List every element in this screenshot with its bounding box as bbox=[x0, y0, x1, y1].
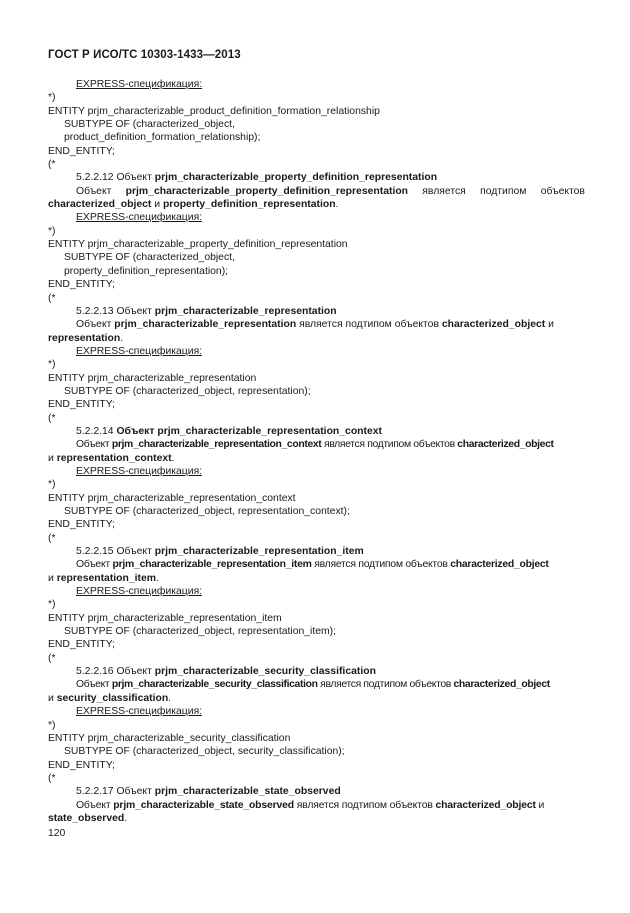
subtype-clause: SUBTYPE OF (characterized_object, representation_item); bbox=[64, 626, 337, 638]
comment-close: *) bbox=[48, 479, 56, 491]
subtype-clause: property_definition_representation); bbox=[64, 265, 229, 277]
end-entity: END_ENTITY; bbox=[48, 279, 115, 291]
section-paragraph: Объект prjm_characterizable_property_definition_representation является подтипом объектов bbox=[76, 185, 585, 197]
section-paragraph: state_observed. bbox=[48, 812, 128, 824]
section-heading: 5.2.2.15 Объект prjm_characterizable_representation_item bbox=[76, 546, 364, 558]
document-header: ГОСТ Р ИСО/ТС 10303-1433—2013 bbox=[48, 49, 241, 61]
express-label: EXPRESS-спецификация: bbox=[76, 345, 203, 357]
subtype-clause: SUBTYPE OF (characterized_object, representation_context); bbox=[64, 506, 350, 517]
express-label: EXPRESS-спецификация: bbox=[76, 706, 203, 718]
section-paragraph: Объект prjm_characterizable_security_classification является подтипом объектов characterized_object bbox=[76, 679, 550, 691]
entity-declaration: ENTITY prjm_characterizable_security_classification bbox=[48, 732, 291, 744]
section-paragraph: characterized_object и property_definition_representation. bbox=[48, 199, 339, 211]
comment-open: (* bbox=[48, 532, 56, 544]
section-paragraph: Объект prjm_characterizable_state_observed является подтипом объектов characterized_object и bbox=[76, 799, 545, 811]
comment-open: (* bbox=[48, 159, 56, 171]
end-entity: END_ENTITY; bbox=[48, 145, 115, 157]
express-label: EXPRESS-спецификация: bbox=[76, 79, 203, 90]
section-heading: 5.2.2.13 Объект prjm_characterizable_representation bbox=[76, 305, 337, 317]
express-label: EXPRESS-спецификация: bbox=[76, 212, 203, 224]
entity-declaration: ENTITY prjm_characterizable_representation bbox=[48, 372, 257, 384]
section-paragraph: Объект prjm_characterizable_representation является подтипом объектов characterized_object и bbox=[76, 319, 554, 331]
comment-close: *) bbox=[48, 92, 56, 104]
entity-declaration: ENTITY prjm_characterizable_representation_item bbox=[48, 612, 282, 624]
page-number: 120 bbox=[48, 828, 66, 839]
entity-declaration: ENTITY prjm_characterizable_property_definition_representation bbox=[48, 239, 348, 251]
subtype-clause: SUBTYPE OF (characterized_object, bbox=[64, 252, 235, 264]
express-label: EXPRESS-спецификация: bbox=[76, 465, 203, 477]
section-paragraph: и representation_item. bbox=[48, 572, 159, 584]
section-paragraph: Объект prjm_characterizable_representation_item является подтипом объектов characterized_object bbox=[76, 559, 549, 571]
end-entity: END_ENTITY; bbox=[48, 639, 115, 651]
comment-close: *) bbox=[48, 599, 56, 611]
page-body bbox=[48, 78, 585, 825]
section-paragraph: representation. bbox=[48, 332, 124, 344]
comment-close: *) bbox=[48, 225, 56, 237]
subtype-clause: SUBTYPE OF (characterized_object, security_classification); bbox=[64, 746, 345, 758]
entity-declaration: ENTITY prjm_characterizable_representation_context bbox=[48, 492, 296, 504]
section-heading: 5.2.2.12 Объект prjm_characterizable_property_definition_representation bbox=[76, 172, 438, 184]
entity-declaration: ENTITY prjm_characterizable_product_definition_formation_relationship bbox=[48, 105, 380, 117]
subtype-clause: SUBTYPE OF (characterized_object, bbox=[64, 119, 235, 131]
comment-close: *) bbox=[48, 719, 56, 731]
end-entity: END_ENTITY; bbox=[48, 519, 115, 531]
section-paragraph: и security_classification. bbox=[48, 692, 172, 704]
end-entity: END_ENTITY; bbox=[48, 759, 115, 771]
subtype-clause: product_definition_formation_relationship); bbox=[64, 132, 261, 144]
subtype-clause: SUBTYPE OF (characterized_object, representation); bbox=[64, 385, 311, 397]
comment-open: (* bbox=[48, 772, 56, 784]
comment-open: (* bbox=[48, 412, 56, 424]
section-paragraph: Объект prjm_characterizable_representation_context является подтипом объектов characterized_object bbox=[76, 439, 554, 451]
end-entity: END_ENTITY; bbox=[48, 399, 115, 411]
section-heading: 5.2.2.16 Объект prjm_characterizable_security_classification bbox=[76, 666, 376, 678]
section-paragraph: и representation_context. bbox=[48, 452, 175, 464]
section-heading: 5.2.2.14 Объект prjm_characterizable_representation_context bbox=[76, 425, 382, 437]
express-label: EXPRESS-спецификация: bbox=[76, 586, 203, 598]
comment-open: (* bbox=[48, 652, 56, 664]
comment-close: *) bbox=[48, 359, 56, 371]
comment-open: (* bbox=[48, 292, 56, 304]
section-heading: 5.2.2.17 Объект prjm_characterizable_state_observed bbox=[76, 786, 341, 798]
